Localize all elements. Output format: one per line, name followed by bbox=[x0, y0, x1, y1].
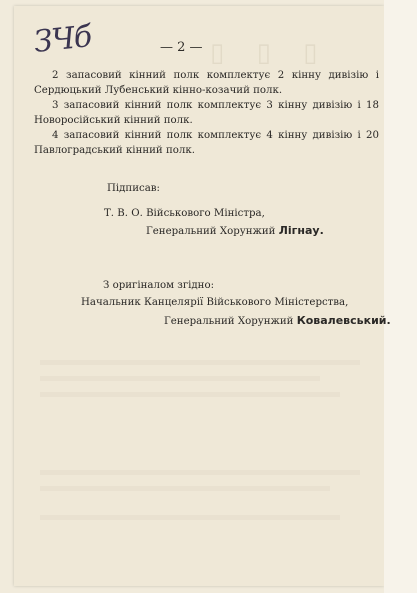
paragraph: 3 запасовий кінний полк комплектує 3 кінну дивізію і 18 Новоросійський кінний полк. bbox=[34, 100, 379, 126]
certifier-position: Начальник Канцелярії Військового Міністерства, bbox=[81, 297, 349, 308]
signer-name: Лігнау. bbox=[278, 224, 324, 237]
scan-margin bbox=[384, 0, 417, 593]
signed-label: Підписав: bbox=[107, 183, 160, 194]
signer-rank: Генеральний Хорунжий bbox=[146, 226, 276, 237]
order-text bbox=[34, 68, 379, 158]
paragraph: 2 запасовий кінний полк комплектує 2 кінну дивізію і Сердюцький Лубенський кінно-козачий полк. bbox=[34, 70, 379, 96]
bleed-through-line bbox=[40, 360, 360, 365]
bleed-through-line bbox=[40, 376, 320, 381]
page-number: — 2 — bbox=[160, 40, 203, 55]
handwritten-note: ЗЧб bbox=[32, 19, 93, 60]
certifier-rank-line bbox=[164, 314, 391, 327]
paragraph: 4 запасовий кінний полк комплектує 4 кінну дивізію і 20 Павлоградський кінний полк. bbox=[34, 130, 379, 156]
bleed-through-line bbox=[40, 470, 360, 475]
bleed-through-mark: ▯ ▯ ▯ bbox=[210, 38, 330, 68]
bleed-through-line bbox=[40, 515, 340, 520]
bleed-through-line bbox=[40, 486, 330, 491]
signer-rank-line bbox=[146, 224, 324, 237]
certifier-rank: Генеральний Хорунжий bbox=[164, 316, 294, 327]
bleed-through-line bbox=[40, 392, 340, 397]
certifier-name: Ковалевський. bbox=[296, 314, 391, 327]
certification-label: З оригіналом згідно: bbox=[103, 280, 215, 291]
signer-position: Т. В. О. Військового Міністра, bbox=[104, 208, 265, 219]
